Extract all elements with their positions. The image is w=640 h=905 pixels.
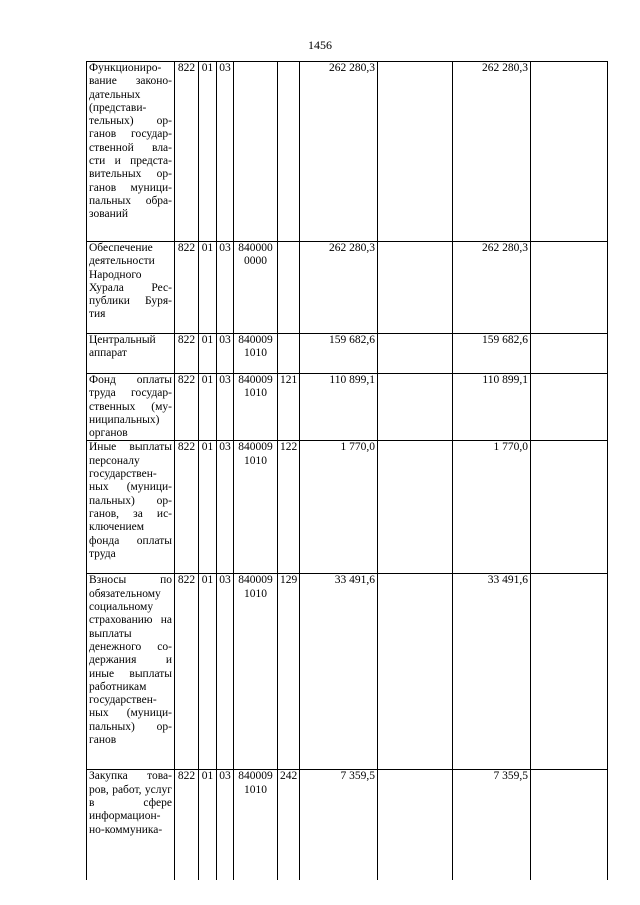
cell-expense-type [278,334,300,374]
cell-subsection: 03 [217,62,234,242]
cell-expense-type [278,62,300,242]
table-row [87,770,608,880]
cell-ministry: 822 [175,574,199,770]
cell-subsection: 03 [217,334,234,374]
cell-target: 840009 1010 [234,334,278,374]
cell-expense-type: 122 [278,441,300,574]
cell-total: 159 682,6 [453,334,531,374]
row-name: Центральный аппарат [87,334,175,374]
cell-blank [531,770,608,880]
cell-target: 840009 1010 [234,374,278,441]
cell-blank [531,574,608,770]
cell-section: 01 [199,574,217,770]
cell-subsection: 03 [217,574,234,770]
cell-total: 1 770,0 [453,441,531,574]
cell-total: 33 491,6 [453,574,531,770]
cell-subsection: 03 [217,374,234,441]
cell-section: 01 [199,374,217,441]
cell-amount: 33 491,6 [300,574,378,770]
budget-table [86,61,608,880]
row-name: Взносы по обязательному социальному страхованию на выплаты денежного со-держания и иные выплаты работникам государствен-ных (муници-пальных) ор-ганов [87,574,175,770]
cell-amount: 159 682,6 [300,334,378,374]
table-row [87,574,608,770]
row-name: Обеспечение деятельности Народного Хурала Рес-публики Буря-тия [87,242,175,334]
cell-section: 01 [199,62,217,242]
cell-subsection: 03 [217,770,234,880]
cell-target: 840009 1010 [234,441,278,574]
cell-ministry: 822 [175,242,199,334]
table-row [87,374,608,441]
row-name: Закупка това-ров, работ, услуг в сфере информацион-но-коммуника- [87,770,175,880]
table-body [87,62,608,880]
cell-target: 840009 1010 [234,574,278,770]
cell-change [378,441,453,574]
cell-amount: 7 359,5 [300,770,378,880]
cell-change [378,242,453,334]
cell-expense-type [278,242,300,334]
cell-total: 7 359,5 [453,770,531,880]
table-row [87,334,608,374]
row-name: Фонд оплаты труда государ-ственных (му-ниципальных) органов [87,374,175,441]
table-row [87,441,608,574]
cell-ministry: 822 [175,374,199,441]
cell-section: 01 [199,770,217,880]
cell-amount: 1 770,0 [300,441,378,574]
cell-blank [531,441,608,574]
cell-blank [531,374,608,441]
cell-section: 01 [199,441,217,574]
cell-ministry: 822 [175,62,199,242]
cell-target: 840009 1010 [234,770,278,880]
cell-blank [531,242,608,334]
cell-section: 01 [199,242,217,334]
cell-change [378,62,453,242]
page-number: 1456 [308,38,332,52]
cell-total: 262 280,3 [453,242,531,334]
cell-amount: 110 899,1 [300,374,378,441]
row-name: Иные выплаты персоналу государствен-ных (муници-пальных) ор-ганов, за ис-ключением фонда оплаты труда [87,441,175,574]
cell-ministry: 822 [175,770,199,880]
cell-target: 840000 0000 [234,242,278,334]
cell-amount: 262 280,3 [300,62,378,242]
cell-subsection: 03 [217,441,234,574]
cell-subsection: 03 [217,242,234,334]
cell-change [378,770,453,880]
cell-expense-type: 242 [278,770,300,880]
cell-amount: 262 280,3 [300,242,378,334]
cell-blank [531,334,608,374]
row-name: Функциониро-вание законо-дательных (представи-тельных) ор-ганов государ-ственной вла-сти и предста-вительных ор-ганов муници-пальных обра-зований [87,62,175,242]
cell-change [378,374,453,441]
table-row [87,242,608,334]
cell-ministry: 822 [175,334,199,374]
cell-blank [531,62,608,242]
cell-section: 01 [199,334,217,374]
cell-ministry: 822 [175,441,199,574]
table-row [87,62,608,242]
cell-change [378,574,453,770]
cell-total: 110 899,1 [453,374,531,441]
cell-total: 262 280,3 [453,62,531,242]
cell-change [378,334,453,374]
cell-expense-type: 121 [278,374,300,441]
cell-target [234,62,278,242]
cell-expense-type: 129 [278,574,300,770]
